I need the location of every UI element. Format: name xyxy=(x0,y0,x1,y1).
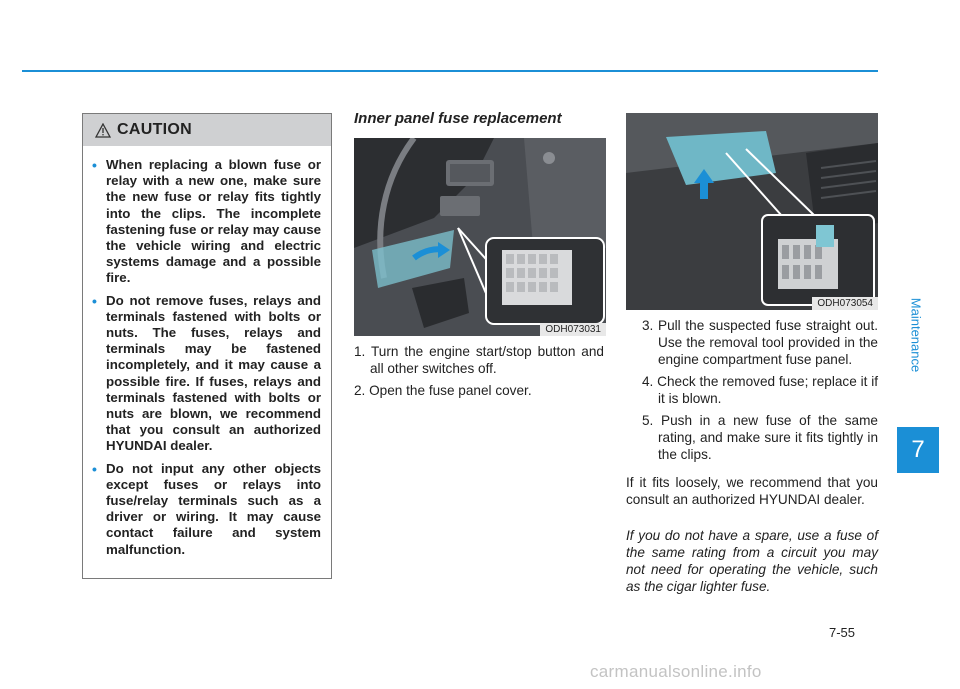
dashboard-illustration xyxy=(354,138,606,336)
top-rule xyxy=(22,70,878,72)
page-number: 7-55 xyxy=(829,625,856,640)
bullet-icon: • xyxy=(92,460,97,477)
step-item: 2. Open the fuse panel cover. xyxy=(354,383,532,398)
step-item: 3. Pull the suspected fuse straight out. Use the removal tool provided in the engine compartment fuse panel. xyxy=(642,318,878,367)
figure-code: ODH073031 xyxy=(540,323,606,336)
caution-item: • Do not remove fuses, relays and terminals fastened with bolts or nuts. The fuses, relays and terminals may be fastened incompletely, and it may cause a possible fire. If fuses, relays and terminals fastened with bolts or nuts are blown, we recommend that you consult an authorized HYUNDAI dealer. xyxy=(92,292,321,454)
step-item: 4. Check the removed fuse; replace it if it is blown. xyxy=(642,374,878,406)
paragraph-spare-fuse-note: If you do not have a spare, use a fuse of the same rating from a circuit you may not need for operating the vehicle, such as the cigar lighter fuse. xyxy=(626,528,878,594)
watermark: carmanualsonline.info xyxy=(590,662,762,681)
caution-list xyxy=(83,146,331,558)
bullet-icon: • xyxy=(92,292,97,309)
caution-item: • Do not input any other objects except fuses or relays into fuse/relay terminals such as a driver or wiring. It may cause contact failure and system malfunction. xyxy=(92,460,321,557)
caution-item: • When replacing a blown fuse or relay with a new one, make sure the new fuse or relay fits tightly into the clips. The incomplete fastening fuse or relay may cause the vehicle wiring and electric systems damage and a possible fire. xyxy=(92,157,321,286)
figure-fuse-panel-location xyxy=(354,138,606,336)
figure-engine-fuse-box xyxy=(626,113,878,310)
steps-left xyxy=(354,343,604,404)
caution-box xyxy=(82,113,332,579)
paragraph-consult-dealer: If it fits loosely, we recommend that you consult an authorized HYUNDAI dealer. xyxy=(626,475,878,507)
engine-bay-illustration xyxy=(626,113,878,310)
chapter-number-tab: 7 xyxy=(897,427,939,473)
figure-code: ODH073054 xyxy=(812,297,878,310)
caution-header xyxy=(83,114,331,146)
warning-triangle-icon xyxy=(95,123,111,138)
chapter-side-label: Maintenance xyxy=(908,297,924,373)
bullet-icon: • xyxy=(92,157,97,173)
step-item: 1. Turn the engine start/stop button and all other switches off. xyxy=(354,344,604,376)
step-item: 5. Push in a new fuse of the same rating, and make sure it fits tightly in the clips. xyxy=(642,413,878,462)
caution-title: CAUTION xyxy=(117,121,192,138)
section-title: Inner panel fuse replacement xyxy=(354,110,562,127)
steps-right xyxy=(642,317,878,468)
